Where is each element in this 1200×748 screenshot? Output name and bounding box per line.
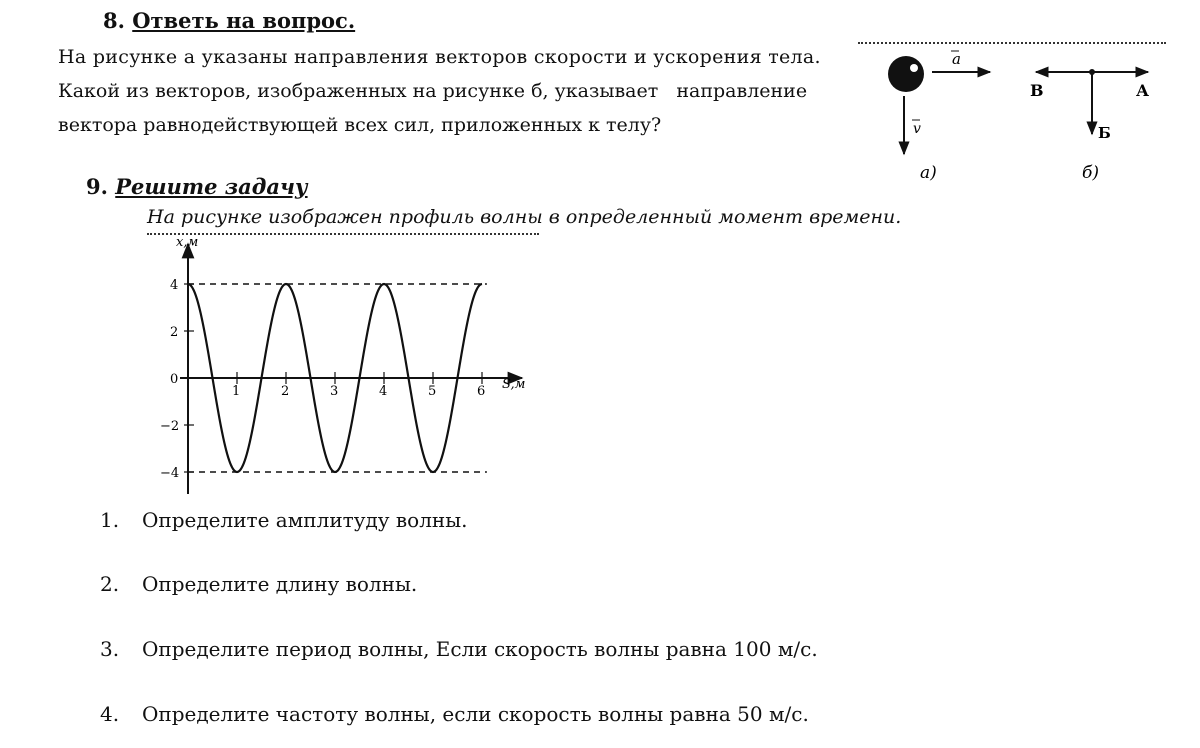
label-b-down: Б bbox=[1098, 124, 1111, 142]
x-tick-label-4: 4 bbox=[170, 278, 179, 293]
question-9-number: 9. bbox=[86, 174, 108, 199]
task-text-2: Определите длину волны. bbox=[142, 572, 418, 596]
task-number-4: 4. bbox=[100, 702, 120, 726]
s-tick-label-4: 4 bbox=[379, 384, 388, 399]
s-axis-label: S,м bbox=[502, 377, 526, 392]
question-8-number: 8. bbox=[103, 8, 125, 33]
task-item-3 bbox=[100, 637, 818, 661]
s-tick-label-6: 6 bbox=[477, 384, 486, 399]
task-number-3: 3. bbox=[100, 637, 120, 661]
label-v-left: В bbox=[1030, 81, 1044, 100]
task-item-1 bbox=[100, 508, 468, 532]
vectors-figure bbox=[860, 46, 1160, 196]
x-tick-label--4: −4 bbox=[160, 466, 180, 481]
x-axis-label: x,м bbox=[176, 235, 199, 250]
task-number-1: 1. bbox=[100, 508, 120, 532]
task-item-2 bbox=[100, 572, 417, 596]
task-item-4 bbox=[100, 702, 809, 726]
question-9-title: Решите задачу bbox=[115, 174, 308, 199]
s-tick-label-5: 5 bbox=[428, 384, 437, 399]
s-tick-label-2: 2 bbox=[281, 384, 290, 399]
label-a-right: А bbox=[1136, 81, 1150, 100]
task-text-4: Определите частоту волны, если скорость волны равна 50 м/с. bbox=[142, 702, 809, 726]
figure-a-caption: а) bbox=[920, 163, 937, 183]
question-8-line-1: На рисунке а указаны направления векторов скорости и ускорения тела. bbox=[58, 46, 821, 68]
question-9-heading bbox=[86, 174, 308, 199]
question-9-description: На рисунке изображен профиль волны в определенный момент времени. bbox=[147, 206, 902, 228]
x-tick-label--2: −2 bbox=[160, 419, 180, 434]
acceleration-label: a bbox=[952, 50, 961, 68]
question-8-line-3: вектора равнодействующей всех сил, приложенных к телу? bbox=[58, 114, 662, 136]
s-tick-label-3: 3 bbox=[330, 384, 339, 399]
wave-chart bbox=[150, 232, 550, 502]
question-8-text bbox=[58, 40, 821, 142]
x-tick-label-0: 0 bbox=[170, 372, 179, 387]
question-8-title: Ответь на вопрос. bbox=[132, 8, 356, 33]
question-8-line-2: Какой из векторов, изображенных на рисунке б, указывает направление bbox=[58, 80, 808, 102]
velocity-label: v bbox=[913, 121, 921, 137]
task-text-1: Определите амплитуду волны. bbox=[142, 508, 468, 532]
s-tick-label-1: 1 bbox=[232, 384, 241, 399]
figure-b-caption: б) bbox=[1082, 163, 1100, 183]
body-ball-icon bbox=[888, 56, 924, 92]
task-text-3: Определите период волны, Если скорость волны равна 100 м/с. bbox=[142, 637, 818, 661]
question-8-heading bbox=[103, 8, 355, 33]
x-tick-label-2: 2 bbox=[170, 325, 179, 340]
task-number-2: 2. bbox=[100, 572, 120, 596]
figure-top-dotted-line bbox=[858, 42, 1166, 44]
